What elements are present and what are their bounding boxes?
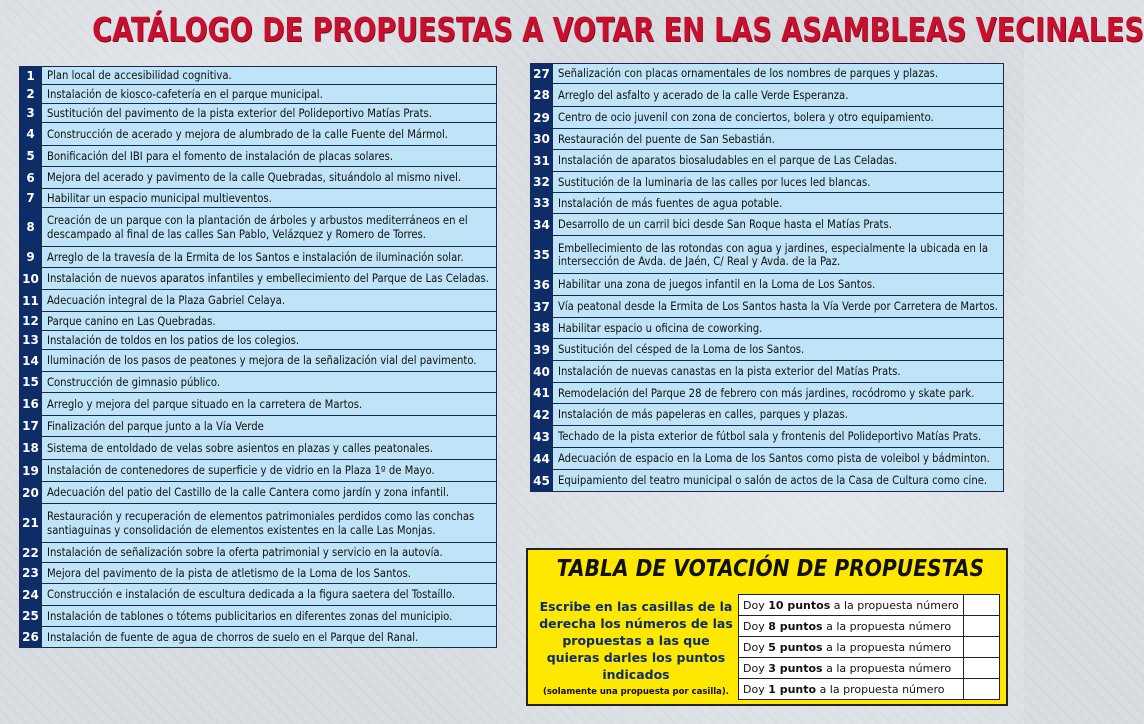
proposal-text: Instalación de aparatos biosaludables en el parque de Las Celadas. (553, 150, 1004, 171)
proposal-text: Instalación de más papeleras en calles, parques y plazas. (553, 404, 1004, 425)
proposal-row (530, 107, 1004, 129)
proposal-row (19, 416, 497, 437)
proposal-number: 28 (530, 84, 553, 106)
proposal-number: 41 (530, 383, 553, 403)
proposal-row (19, 167, 497, 189)
proposal-row (19, 606, 497, 627)
proposal-row (19, 208, 497, 247)
proposal-text: Sustitución de la luminaria de las calles por luces led blancas. (553, 172, 1004, 192)
proposal-row (19, 584, 497, 606)
proposal-text: Finalización del parque junto a la Vía Verde (42, 416, 497, 436)
proposal-row (530, 236, 1004, 274)
voting-label (739, 595, 964, 616)
proposal-number: 4 (19, 123, 42, 145)
proposal-text: Construcción e instalación de escultura dedicada a la figura saetera del Tostaíllo. (42, 584, 497, 605)
proposal-row (19, 350, 497, 372)
proposal-number: 43 (530, 426, 553, 447)
proposal-text: Equipamiento del teatro municipal o salón de actos de la Casa de Cultura como cine. (553, 470, 1004, 491)
proposal-number: 16 (19, 393, 42, 415)
proposal-row (19, 393, 497, 416)
proposal-text: Adecuación de espacio en la Loma de los Santos como pista de voleibol y bádminton. (553, 448, 1004, 469)
proposal-text: Instalación de señalización sobre la oferta patrimonial y servicio en la autovía. (42, 543, 497, 562)
proposal-number: 13 (19, 331, 42, 349)
proposal-text: Embellecimiento de las rotondas con agua y jardines, especialmente la ubicada en la intersección de Avda. de Jaén, C/ Real y Avda. de la Paz. (553, 236, 1004, 273)
proposal-row (19, 123, 497, 146)
voting-label (739, 616, 964, 637)
proposal-text: Instalación de tablones o tótems publicitarios en diferentes zonas del municipio. (42, 606, 497, 626)
voting-label (739, 679, 964, 700)
proposal-number: 14 (19, 350, 42, 371)
proposal-number: 9 (19, 247, 42, 267)
proposal-row (530, 470, 1004, 492)
proposal-row (530, 172, 1004, 193)
proposal-number: 45 (530, 470, 553, 491)
page-title: CATÁLOGO DE PROPUESTAS A VOTAR EN LAS ASAMBLEAS VECINALES (92, 10, 1144, 49)
proposal-row (19, 104, 497, 123)
proposal-row (530, 296, 1004, 318)
voting-points: 3 puntos (768, 661, 823, 675)
voting-points: 8 puntos (768, 619, 823, 633)
proposal-number: 23 (19, 563, 42, 583)
proposal-text: Adecuación integral de la Plaza Gabriel Celaya. (42, 290, 497, 311)
proposal-text: Instalación de contenedores de superficie y de vidrio en la Plaza 1º de Mayo. (42, 460, 497, 481)
voting-points: 10 puntos (768, 598, 831, 612)
proposal-text: Remodelación del Parque 28 de febrero con más jardines, rocódromo y skate park. (553, 383, 1004, 403)
proposal-text: Arreglo del asfalto y acerado de la calle Verde Esperanza. (553, 84, 1004, 106)
proposal-row (530, 63, 1004, 84)
voting-table-title: TABLA DE VOTACIÓN DE PROPUESTAS (556, 556, 985, 582)
proposal-row (19, 331, 497, 350)
proposal-number: 12 (19, 312, 42, 330)
voting-suffix: a la propuesta número (826, 640, 952, 654)
proposal-row (19, 627, 497, 648)
proposal-text: Sistema de entoldado de velas sobre asientos en plazas y calles peatonales. (42, 437, 497, 459)
proposal-number: 38 (530, 318, 553, 338)
voting-row (739, 679, 1000, 700)
proposal-number: 7 (19, 189, 42, 207)
proposal-row (19, 146, 497, 167)
voting-prefix: Doy (743, 682, 765, 696)
proposal-number: 39 (530, 339, 553, 360)
proposal-text: Sustitución del pavimento de la pista exterior del Polideportivo Matías Prats. (42, 104, 497, 122)
proposal-number: 24 (19, 584, 42, 605)
proposal-text: Arreglo y mejora del parque situado en la carretera de Martos. (42, 393, 497, 415)
proposal-row (19, 482, 497, 504)
proposal-number: 15 (19, 372, 42, 392)
voting-prefix: Doy (743, 640, 765, 654)
proposal-number: 42 (530, 404, 553, 425)
voting-row (739, 658, 1000, 679)
proposal-number: 11 (19, 290, 42, 311)
proposal-number: 40 (530, 361, 553, 382)
proposal-row (19, 66, 497, 85)
proposal-number: 5 (19, 146, 42, 166)
proposal-row (19, 312, 497, 331)
proposal-number: 30 (530, 129, 553, 149)
proposal-text: Señalización con placas ornamentales de los nombres de parques y plazas. (553, 64, 1004, 83)
proposal-row (530, 404, 1004, 426)
proposal-number: 31 (530, 150, 553, 171)
voting-answer-cell[interactable] (963, 679, 999, 700)
proposal-text: Construcción de gimnasio público. (42, 372, 497, 392)
voting-suffix: a la propuesta número (826, 661, 952, 675)
proposal-row (530, 193, 1004, 214)
voting-prefix: Doy (743, 619, 765, 633)
proposal-row (530, 339, 1004, 361)
voting-grid (738, 594, 1000, 700)
proposal-number: 6 (19, 167, 42, 188)
proposal-number: 2 (19, 85, 42, 103)
voting-instructions (538, 598, 734, 699)
voting-prefix: Doy (743, 661, 765, 675)
voting-answer-cell[interactable] (963, 616, 999, 637)
proposal-row (19, 543, 497, 563)
proposal-row (530, 426, 1004, 448)
proposal-row (19, 372, 497, 393)
proposal-text: Habilitar espacio u oficina de coworking. (553, 318, 1004, 338)
voting-points: 1 punto (768, 682, 817, 696)
proposal-number: 20 (19, 482, 42, 503)
proposal-number: 36 (530, 274, 553, 295)
proposal-text: Techado de la pista exterior de fútbol sala y frontenis del Polideportivo Matías Prats. (553, 426, 1004, 447)
proposal-text: Centro de ocio juvenil con zona de conciertos, bolera y otro equipamiento. (553, 107, 1004, 128)
proposal-text: Iluminación de los pasos de peatones y mejora de la señalización vial del pavimento. (42, 350, 497, 371)
proposals-column-right (530, 63, 1004, 492)
voting-suffix: a la propuesta número (826, 619, 952, 633)
voting-label (739, 658, 964, 679)
proposal-text: Instalación de kiosco-cafetería en el parque municipal. (42, 85, 497, 103)
proposal-row (530, 214, 1004, 236)
proposal-text: Arreglo de la travesía de la Ermita de los Santos e instalación de iluminación solar. (42, 247, 497, 267)
proposal-text: Habilitar una zona de juegos infantil en la Loma de Los Santos. (553, 274, 1004, 295)
voting-answer-cell[interactable] (963, 658, 999, 679)
proposal-row (19, 460, 497, 482)
proposal-row (530, 274, 1004, 296)
voting-label (739, 637, 964, 658)
proposal-row (530, 129, 1004, 150)
voting-answer-cell[interactable] (963, 595, 999, 616)
voting-note: (solamente una propuesta por casilla). (542, 687, 730, 697)
voting-row (739, 637, 1000, 658)
proposal-number: 37 (530, 296, 553, 317)
proposal-text: Desarrollo de un carril bici desde San Roque hasta el Matías Prats. (553, 214, 1004, 235)
proposal-row (530, 318, 1004, 339)
proposal-text: Parque canino en Las Quebradas. (42, 312, 497, 330)
voting-points: 5 puntos (768, 640, 823, 654)
proposal-number: 19 (19, 460, 42, 481)
voting-row (739, 616, 1000, 637)
proposal-text: Vía peatonal desde la Ermita de Los Santos hasta la Vía Verde por Carretera de Martos. (553, 296, 1004, 317)
proposal-text: Instalación de toldos en los patios de los colegios. (42, 331, 497, 349)
proposal-number: 35 (530, 236, 553, 273)
proposal-text: Plan local de accesibilidad cognitiva. (42, 67, 497, 84)
proposal-number: 29 (530, 107, 553, 128)
proposal-text: Instalación de más fuentes de agua potable. (553, 193, 1004, 213)
proposal-row (19, 189, 497, 208)
proposal-text: Mejora del acerado y pavimento de la calle Quebradas, situándolo al mismo nivel. (42, 167, 497, 188)
proposal-number: 34 (530, 214, 553, 235)
proposal-text: Instalación de nuevos aparatos infantiles y embellecimiento del Parque de Las Celadas. (42, 268, 497, 289)
proposal-text: Restauración del puente de San Sebastián. (553, 129, 1004, 149)
proposal-number: 21 (19, 504, 42, 542)
proposal-text: Creación de un parque con la plantación de árboles y arbustos mediterráneos en el descampado al final de las calles San Pablo, Velázquez y Romero de Torres. (42, 208, 497, 246)
proposal-number: 26 (19, 627, 42, 647)
proposal-row (19, 437, 497, 460)
proposal-row (19, 290, 497, 312)
proposals-column-left (19, 66, 497, 648)
proposal-number: 18 (19, 437, 42, 459)
voting-answer-cell[interactable] (963, 637, 999, 658)
voting-prefix: Doy (743, 598, 765, 612)
proposal-text: Habilitar un espacio municipal multieventos. (42, 189, 497, 207)
proposal-text: Sustitución del césped de la Loma de los Santos. (553, 339, 1004, 360)
proposal-text: Bonificación del IBI para el fomento de instalación de placas solares. (42, 146, 497, 166)
proposal-text: Adecuación del patio del Castillo de la calle Cantera como jardín y zona infantil. (42, 482, 497, 503)
proposal-text: Construcción de acerado y mejora de alumbrado de la calle Fuente del Mármol. (42, 123, 497, 145)
proposal-number: 8 (19, 208, 42, 246)
voting-suffix: a la propuesta número (833, 598, 959, 612)
voting-instructions-text: Escribe en las casillas de la derecha los números de las propuestas a las que quieras darles los puntos indicados (539, 599, 733, 682)
proposal-text: Restauración y recuperación de elementos patrimoniales perdidos como las conchas santiaguinas y consolidación de elementos existentes en la calle Las Monjas. (42, 504, 497, 542)
proposal-row (530, 383, 1004, 404)
proposal-number: 32 (530, 172, 553, 192)
proposal-number: 27 (530, 64, 553, 83)
proposal-number: 1 (19, 67, 42, 84)
proposal-row (530, 448, 1004, 470)
proposal-number: 22 (19, 543, 42, 562)
proposal-number: 33 (530, 193, 553, 213)
proposal-row (530, 150, 1004, 172)
proposal-number: 3 (19, 104, 42, 122)
proposal-number: 10 (19, 268, 42, 289)
proposal-row (530, 361, 1004, 383)
proposal-row (19, 563, 497, 584)
proposal-row (19, 504, 497, 543)
proposal-text: Mejora del pavimento de la pista de atletismo de la Loma de los Santos. (42, 563, 497, 583)
proposal-text: Instalación de fuente de agua de chorros de suelo en el Parque del Ranal. (42, 627, 497, 647)
voting-table-panel (526, 548, 1008, 706)
proposal-row (19, 85, 497, 104)
proposal-text: Instalación de nuevas canastas en la pista exterior del Matías Prats. (553, 361, 1004, 382)
proposal-row (19, 268, 497, 290)
proposal-number: 25 (19, 606, 42, 626)
proposal-number: 44 (530, 448, 553, 469)
proposal-row (530, 84, 1004, 107)
voting-suffix: a la propuesta número (819, 682, 945, 696)
proposal-row (19, 247, 497, 268)
voting-row (739, 595, 1000, 616)
proposal-number: 17 (19, 416, 42, 436)
